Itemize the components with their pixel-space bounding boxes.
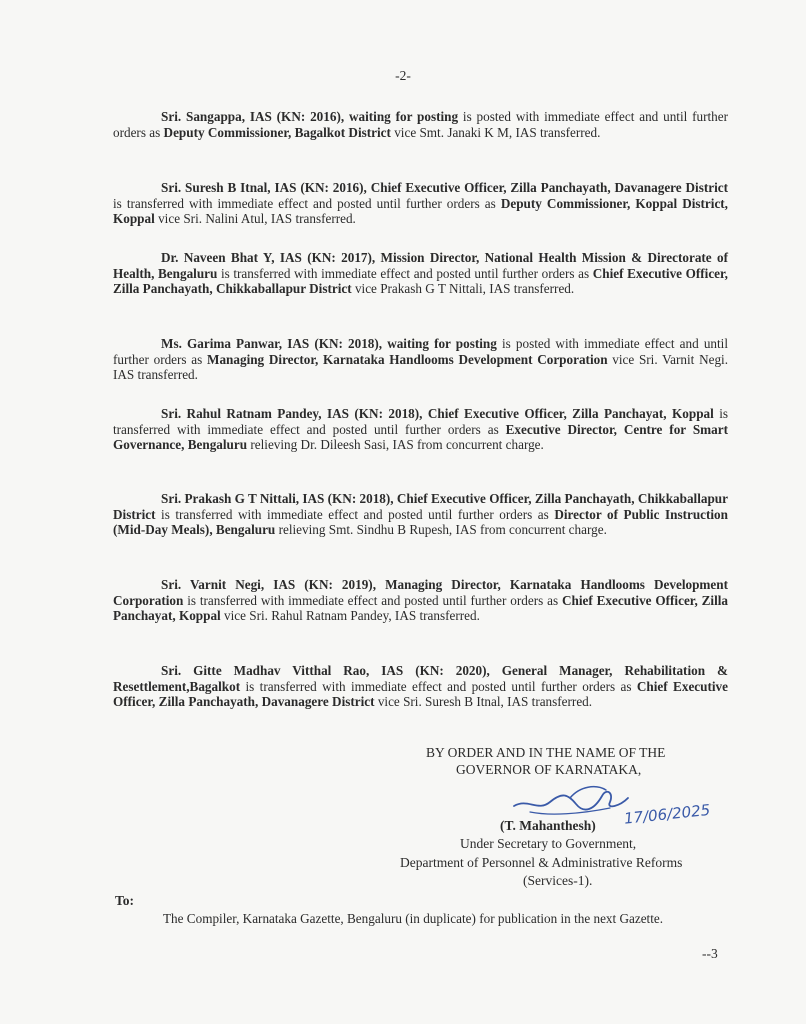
order-paragraph: Dr. Naveen Bhat Y, IAS (KN: 2017), Mission Director, National Health Mission & Directorate of Health, Bengaluru is transferred with immediate effect and posted until further orders as Chief Executive Officer, Zilla Panchayath, Chikkaballapur District vice Prakash G T Nittali, IAS transferred. — [113, 250, 728, 297]
to-label: To: — [115, 893, 135, 908]
order-paragraph: Sri. Rahul Ratnam Pandey, IAS (KN: 2018), Chief Executive Officer, Zilla Panchayat, Koppal is transferred with immediate effect and posted until further orders as Executive Director, Centre for Smart Governance, Bengaluru relieving Dr. Dileesh Sasi, IAS from concurrent charge. — [113, 406, 728, 453]
order-line-2: GOVERNOR OF KARNATAKA, — [456, 762, 642, 777]
order-paragraph: Sri. Prakash G T Nittali, IAS (KN: 2018), Chief Executive Officer, Zilla Panchayath, Chikkaballapur District is transferred with immediate effect and posted until further orders as Director of Public Instruction (Mid-Day Meals), Bengaluru relieving Smt. Sindhu B Rupesh, IAS from concurrent charge. — [113, 491, 728, 538]
order-paragraph: Sri. Suresh B Itnal, IAS (KN: 2016), Chief Executive Officer, Zilla Panchayath, Davanagere District is transferred with immediate effect and posted until further orders as Deputy Commissioner, Koppal District, Koppal vice Sri. Nalini Atul, IAS transferred. — [113, 180, 728, 227]
order-paragraph: Sri. Sangappa, IAS (KN: 2016), waiting for posting is posted with immediate effect and until further orders as Deputy Commissioner, Bagalkot District vice Smt. Janaki K M, IAS transferred. — [113, 109, 729, 140]
signatory-designation: Under Secretary to Government, — [460, 836, 637, 851]
recipient-text: The Compiler, Karnataka Gazette, Bengaluru (in duplicate) for publication in the next Gazette. — [163, 911, 664, 926]
signatory-name: (T. Mahanthesh) — [500, 818, 596, 833]
order-paragraph: Ms. Garima Panwar, IAS (KN: 2018), waiting for posting is posted with immediate effect and until further orders as Managing Director, Karnataka Handlooms Development Corporation vice Sri. Varnit Negi. IAS transferred. — [113, 336, 729, 383]
signature-date: 17/06/2025 — [623, 800, 712, 828]
page-number: -2- — [395, 68, 411, 83]
order-paragraph: Sri. Gitte Madhav Vitthal Rao, IAS (KN: 2020), General Manager, Rehabilitation & Resettlement,Bagalkot is transferred with immediate effect and posted until further orders as Chief Executive Officer, Zilla Panchayath, Davanagere District vice Sri. Suresh B Itnal, IAS transferred. — [113, 663, 728, 710]
order-paragraph: Sri. Varnit Negi, IAS (KN: 2019), Managing Director, Karnataka Handlooms Development Corporation is transferred with immediate effect and posted until further orders as Chief Executive Officer, Zilla Panchayat, Koppal vice Sri. Rahul Ratnam Pandey, IAS transferred. — [113, 577, 728, 624]
signatory-department: Department of Personnel & Administrative Reforms — [400, 855, 683, 870]
signatory-section: (Services-1). — [523, 873, 593, 888]
next-page-marker: --3 — [702, 946, 718, 961]
order-line-1: BY ORDER AND IN THE NAME OF THE — [426, 745, 666, 760]
